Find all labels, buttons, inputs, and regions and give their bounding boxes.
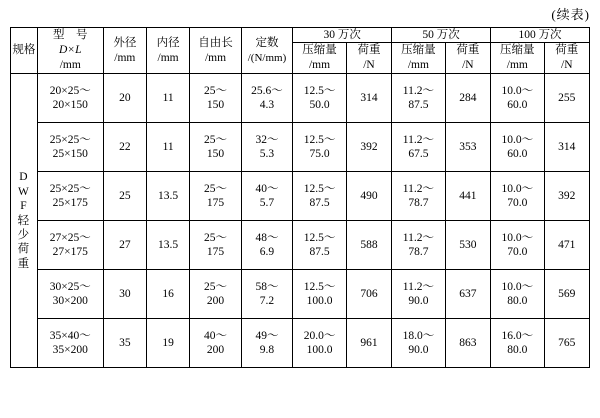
cell-inner-diameter: 13.5 bbox=[146, 221, 189, 270]
col-header-load-30 bbox=[346, 43, 391, 74]
col-header-compression-50 bbox=[392, 43, 446, 74]
col-header-load-50 bbox=[445, 43, 490, 74]
cell-comp50-line1: 11.2～ bbox=[402, 84, 434, 97]
cell-compression-30 bbox=[293, 74, 347, 123]
cell-compression-100 bbox=[491, 123, 545, 172]
cell-compression-50 bbox=[392, 221, 446, 270]
cell-model bbox=[37, 319, 103, 368]
group-header-50: 50 万次 bbox=[392, 28, 491, 43]
cell-model-line1: 20×25～ bbox=[49, 84, 91, 97]
spec-char-4: 少 bbox=[17, 228, 31, 241]
cell-compression-50 bbox=[392, 172, 446, 221]
cell-load-50: 441 bbox=[445, 172, 490, 221]
cell-comp50-line1: 11.2～ bbox=[402, 133, 434, 146]
cell-load-30: 490 bbox=[346, 172, 391, 221]
cell-load-30: 392 bbox=[346, 123, 391, 172]
cell-free-length bbox=[190, 123, 242, 172]
cell-comp30-line2: 87.5 bbox=[309, 197, 330, 210]
cell-compression-30 bbox=[293, 270, 347, 319]
cell-model-line1: 25×25～ bbox=[49, 133, 91, 146]
cell-model bbox=[37, 123, 103, 172]
cell-compression-50 bbox=[392, 319, 446, 368]
cell-free-line1: 25～ bbox=[203, 231, 227, 244]
col-header-load50-line2: /N bbox=[462, 59, 474, 72]
cell-load-100: 569 bbox=[544, 270, 589, 319]
cell-comp50-line2: 87.5 bbox=[408, 99, 429, 112]
cell-outer-diameter: 27 bbox=[103, 221, 146, 270]
group-header-30: 30 万次 bbox=[293, 28, 392, 43]
cell-comp30-line1: 12.5～ bbox=[303, 280, 336, 293]
cell-compression-100 bbox=[491, 319, 545, 368]
col-header-od-line1: 外径 bbox=[113, 36, 137, 49]
cell-comp30-line1: 12.5～ bbox=[303, 133, 336, 146]
cell-model-line2: 30×200 bbox=[52, 295, 88, 308]
cell-rate-line1: 32～ bbox=[255, 133, 279, 146]
cell-comp50-line1: 11.2～ bbox=[402, 231, 434, 244]
col-header-comp50-line2: /mm bbox=[407, 59, 429, 72]
cell-comp30-line2: 87.5 bbox=[309, 246, 330, 259]
table-row bbox=[11, 172, 590, 221]
col-header-inner-diameter bbox=[146, 28, 189, 74]
cell-compression-30 bbox=[293, 172, 347, 221]
cell-load-100: 255 bbox=[544, 74, 589, 123]
cell-load-100: 392 bbox=[544, 172, 589, 221]
cell-load-50: 863 bbox=[445, 319, 490, 368]
cell-comp100-line2: 60.0 bbox=[507, 148, 528, 161]
spec-char-1: W bbox=[17, 185, 30, 198]
cell-load-100: 471 bbox=[544, 221, 589, 270]
col-header-compression-100 bbox=[491, 43, 545, 74]
cell-load-100: 765 bbox=[544, 319, 589, 368]
table-header bbox=[11, 28, 590, 74]
cell-compression-100 bbox=[491, 221, 545, 270]
cell-comp30-line1: 12.5～ bbox=[303, 84, 336, 97]
cell-free-length bbox=[190, 172, 242, 221]
cell-rate-line2: 7.2 bbox=[259, 295, 275, 308]
col-header-free-length bbox=[190, 28, 242, 74]
cell-comp100-line1: 10.0～ bbox=[501, 280, 534, 293]
spec-char-3: 轻 bbox=[17, 214, 31, 227]
cell-model-line2: 27×175 bbox=[52, 246, 88, 259]
table-row bbox=[11, 123, 590, 172]
col-header-compression-30 bbox=[293, 43, 347, 74]
cell-load-50: 353 bbox=[445, 123, 490, 172]
spec-char-5: 荷 bbox=[17, 243, 31, 256]
col-header-model-line2: D×L bbox=[59, 44, 82, 57]
cell-comp30-line2: 50.0 bbox=[309, 99, 330, 112]
col-header-comp30-line2: /mm bbox=[308, 59, 331, 72]
cell-outer-diameter: 25 bbox=[103, 172, 146, 221]
cell-comp100-line1: 10.0～ bbox=[501, 231, 534, 244]
cell-comp50-line2: 67.5 bbox=[408, 148, 429, 161]
cell-free-length bbox=[190, 319, 242, 368]
cell-spring-rate bbox=[241, 270, 293, 319]
cell-free-line2: 200 bbox=[206, 295, 225, 308]
cell-comp100-line2: 70.0 bbox=[507, 197, 528, 210]
col-header-model-line1: 型 号 bbox=[52, 29, 88, 42]
col-header-rate-line1: 定数 bbox=[255, 37, 279, 49]
cell-compression-30 bbox=[293, 221, 347, 270]
cell-comp50-line2: 78.7 bbox=[408, 197, 429, 210]
cell-free-line2: 150 bbox=[206, 99, 225, 112]
cell-model-line1: 35×40～ bbox=[49, 329, 91, 342]
spec-char-0: D bbox=[19, 171, 29, 184]
table-row bbox=[11, 270, 590, 319]
col-header-free-line1: 自由长 bbox=[198, 36, 233, 49]
cell-comp50-line1: 11.2～ bbox=[402, 280, 434, 293]
col-header-spring-rate bbox=[241, 28, 293, 74]
cell-load-100: 314 bbox=[544, 123, 589, 172]
col-header-od-line2: /mm bbox=[114, 51, 136, 64]
col-header-load50-line1: 荷重 bbox=[456, 44, 480, 57]
cell-free-line2: 150 bbox=[206, 148, 225, 161]
cell-compression-50 bbox=[392, 74, 446, 123]
spec-group-label bbox=[11, 74, 38, 368]
cell-rate-line2: 5.3 bbox=[259, 148, 275, 161]
col-header-comp30-line1: 压缩量 bbox=[302, 44, 337, 57]
cell-comp30-line1: 12.5～ bbox=[303, 231, 336, 244]
cell-free-line1: 25～ bbox=[203, 280, 227, 293]
col-header-id-line1: 内径 bbox=[156, 36, 180, 49]
cell-outer-diameter: 30 bbox=[103, 270, 146, 319]
table-row bbox=[11, 221, 590, 270]
cell-inner-diameter: 11 bbox=[146, 123, 189, 172]
cell-inner-diameter: 16 bbox=[146, 270, 189, 319]
cell-comp100-line1: 10.0～ bbox=[501, 133, 534, 146]
cell-model-line1: 30×25～ bbox=[49, 280, 91, 293]
col-header-comp50-line1: 压缩量 bbox=[401, 44, 436, 57]
cell-comp50-line2: 90.0 bbox=[408, 295, 429, 308]
cell-rate-line1: 25.6～ bbox=[251, 84, 283, 97]
cell-free-line1: 25～ bbox=[203, 84, 227, 97]
cell-model-line2: 25×175 bbox=[52, 197, 88, 210]
col-header-rate-line2: /(N/mm) bbox=[247, 51, 287, 64]
continued-label: (续表) bbox=[551, 7, 590, 22]
cell-comp100-line1: 10.0～ bbox=[501, 84, 534, 97]
cell-comp50-line1: 18.0～ bbox=[402, 329, 435, 342]
cell-comp100-line2: 80.0 bbox=[507, 344, 528, 357]
cell-load-30: 961 bbox=[346, 319, 391, 368]
header-row-1 bbox=[11, 28, 590, 43]
cell-compression-30 bbox=[293, 123, 347, 172]
spec-char-2: F bbox=[20, 200, 28, 213]
col-header-model-line3: /mm bbox=[59, 59, 81, 72]
col-header-outer-diameter bbox=[103, 28, 146, 74]
col-header-comp100-line1: 压缩量 bbox=[500, 44, 535, 57]
cell-compression-50 bbox=[392, 270, 446, 319]
cell-load-30: 314 bbox=[346, 74, 391, 123]
col-header-load100-line2: /N bbox=[561, 59, 573, 72]
cell-rate-line2: 4.3 bbox=[259, 99, 275, 112]
spec-char-6: 重 bbox=[17, 257, 31, 270]
cell-rate-line1: 48～ bbox=[255, 231, 279, 244]
table-body bbox=[11, 74, 590, 368]
cell-model bbox=[37, 221, 103, 270]
cell-spring-rate bbox=[241, 221, 293, 270]
cell-spring-rate bbox=[241, 319, 293, 368]
cell-outer-diameter: 35 bbox=[103, 319, 146, 368]
cell-comp100-line2: 60.0 bbox=[507, 99, 528, 112]
cell-outer-diameter: 22 bbox=[103, 123, 146, 172]
cell-free-line2: 200 bbox=[206, 344, 225, 357]
cell-compression-50 bbox=[392, 123, 446, 172]
cell-load-50: 637 bbox=[445, 270, 490, 319]
cell-load-50: 530 bbox=[445, 221, 490, 270]
cell-comp30-line2: 75.0 bbox=[309, 148, 330, 161]
cell-inner-diameter: 11 bbox=[146, 74, 189, 123]
cell-free-line1: 25～ bbox=[203, 133, 227, 146]
cell-free-line2: 175 bbox=[206, 197, 225, 210]
cell-comp100-line1: 10.0～ bbox=[501, 182, 534, 195]
col-header-load30-line1: 荷重 bbox=[357, 44, 381, 57]
col-header-model bbox=[37, 28, 103, 74]
cell-load-50: 284 bbox=[445, 74, 490, 123]
cell-free-line1: 40～ bbox=[203, 329, 227, 342]
cell-rate-line2: 9.8 bbox=[259, 344, 275, 357]
cell-compression-100 bbox=[491, 172, 545, 221]
cell-model bbox=[37, 270, 103, 319]
spring-spec-table bbox=[10, 27, 590, 368]
col-header-load-100 bbox=[544, 43, 589, 74]
cell-rate-line1: 49～ bbox=[255, 329, 279, 342]
cell-model-line2: 20×150 bbox=[52, 99, 88, 112]
cell-comp100-line2: 80.0 bbox=[507, 295, 528, 308]
cell-compression-100 bbox=[491, 270, 545, 319]
cell-comp100-line1: 16.0～ bbox=[501, 329, 534, 342]
cell-spring-rate bbox=[241, 123, 293, 172]
cell-free-length bbox=[190, 74, 242, 123]
table-row bbox=[11, 74, 590, 123]
cell-spring-rate bbox=[241, 74, 293, 123]
cell-compression-100 bbox=[491, 74, 545, 123]
cell-model bbox=[37, 74, 103, 123]
col-header-free-line2: /mm bbox=[204, 51, 227, 64]
table-row bbox=[11, 319, 590, 368]
cell-rate-line1: 40～ bbox=[255, 182, 279, 195]
cell-outer-diameter: 20 bbox=[103, 74, 146, 123]
cell-rate-line1: 58～ bbox=[255, 280, 279, 293]
cell-comp50-line2: 90.0 bbox=[408, 344, 429, 357]
cell-rate-line2: 5.7 bbox=[259, 197, 275, 210]
cell-rate-line2: 6.9 bbox=[259, 246, 275, 259]
cell-free-line1: 25～ bbox=[203, 182, 227, 195]
cell-load-30: 588 bbox=[346, 221, 391, 270]
cell-spring-rate bbox=[241, 172, 293, 221]
cell-comp30-line2: 100.0 bbox=[306, 344, 333, 357]
group-header-100: 100 万次 bbox=[491, 28, 590, 43]
cell-free-line2: 175 bbox=[206, 246, 225, 259]
cell-free-length bbox=[190, 221, 242, 270]
cell-model-line1: 27×25～ bbox=[49, 231, 91, 244]
cell-comp50-line1: 11.2～ bbox=[402, 182, 434, 195]
cell-comp30-line2: 100.0 bbox=[306, 295, 333, 308]
cell-comp50-line2: 78.7 bbox=[408, 246, 429, 259]
col-header-spec: 规格 bbox=[11, 28, 38, 74]
cell-comp30-line1: 12.5～ bbox=[303, 182, 336, 195]
cell-free-length bbox=[190, 270, 242, 319]
cell-model-line1: 25×25～ bbox=[49, 182, 91, 195]
cell-model bbox=[37, 172, 103, 221]
cell-comp30-line1: 20.0～ bbox=[303, 329, 336, 342]
col-header-comp100-line2: /mm bbox=[506, 59, 528, 72]
col-header-load100-line1: 荷重 bbox=[555, 44, 579, 57]
cell-compression-30 bbox=[293, 319, 347, 368]
cell-model-line2: 25×150 bbox=[52, 148, 88, 161]
cell-comp100-line2: 70.0 bbox=[507, 246, 528, 259]
cell-inner-diameter: 13.5 bbox=[146, 172, 189, 221]
col-header-id-line2: /mm bbox=[157, 51, 179, 64]
cell-inner-diameter: 19 bbox=[146, 319, 189, 368]
cell-model-line2: 35×200 bbox=[52, 344, 88, 357]
cell-load-30: 706 bbox=[346, 270, 391, 319]
col-header-load30-line2: /N bbox=[363, 59, 375, 72]
